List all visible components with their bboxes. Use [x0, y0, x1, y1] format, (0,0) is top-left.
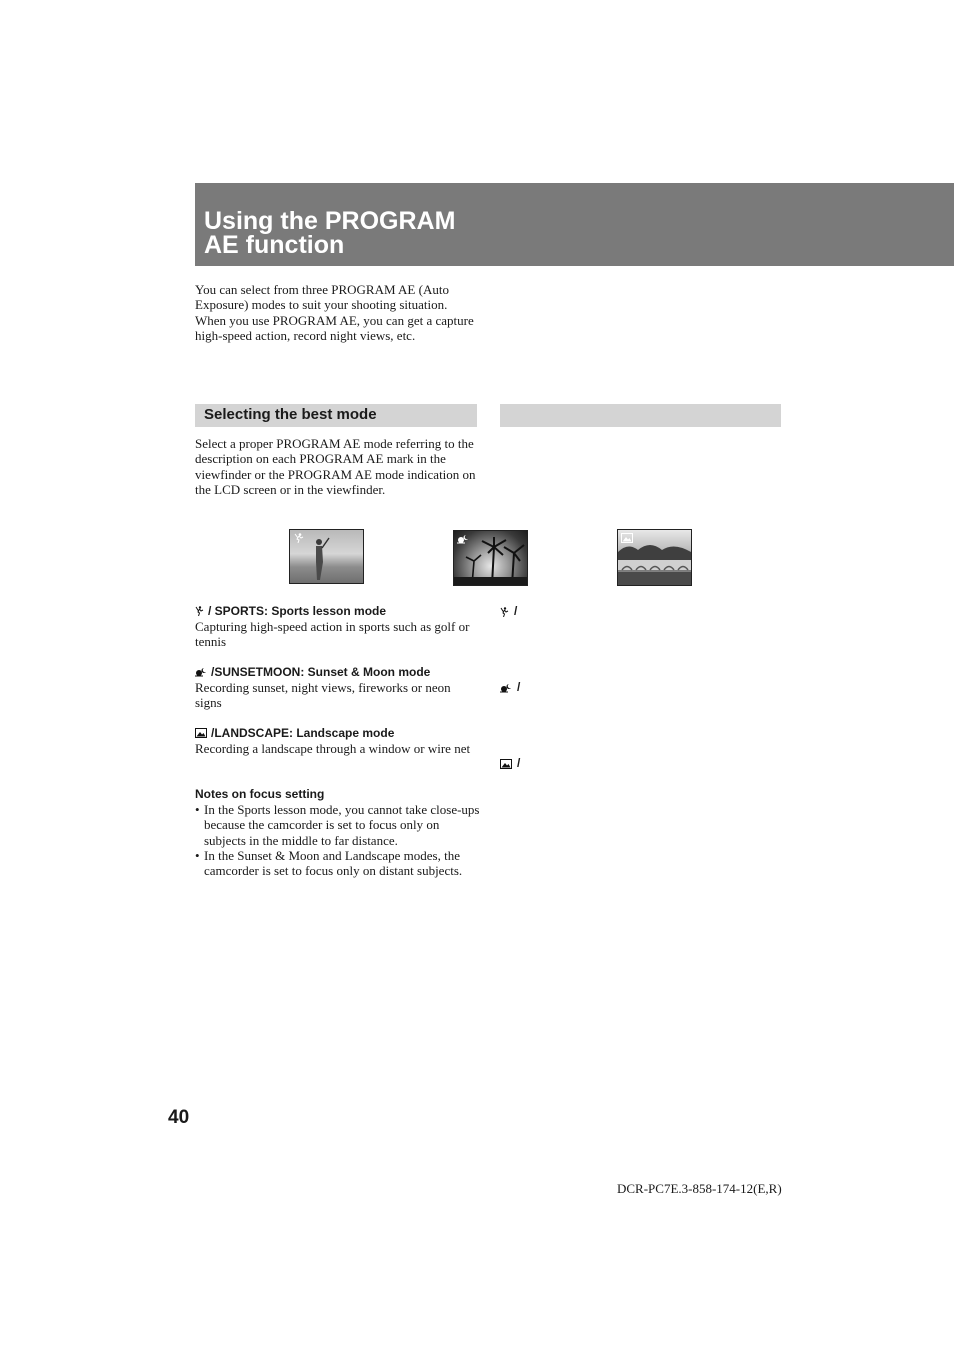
- mode-landscape-text: Recording a landscape through a window or wire net: [195, 741, 471, 756]
- mode-landscape-heading: /LANDSCAPE: Landscape mode: [195, 726, 480, 741]
- bullet: •: [195, 847, 200, 863]
- sports-icon: [293, 533, 305, 543]
- landscape-photo: [617, 529, 692, 586]
- mode-sunsetmoon-heading: /SUNSETMOON: Sunset & Moon mode: [195, 665, 480, 680]
- mode-sunsetmoon: [195, 665, 480, 711]
- landscape-icon: [195, 728, 207, 738]
- sports-icon: [500, 607, 509, 617]
- bridge-scene: [618, 530, 691, 585]
- section-paragraph: Select a proper PROGRAM AE mode referring to the description on each PROGRAM AE mark in the viewfinder or the PROGRAM AE mode indication on the LCD screen or in the viewfinder.: [195, 436, 476, 497]
- note-item: [195, 802, 480, 848]
- right-sports-mark: /: [500, 604, 517, 619]
- mode-sports: [195, 604, 480, 650]
- sunsetmoon-icon: [195, 667, 207, 677]
- sunset-photo: [453, 530, 528, 586]
- sports-photo: [289, 529, 364, 584]
- golfer-figure: [308, 536, 330, 582]
- palm-silhouettes: [454, 531, 527, 585]
- page-title-line2: AE function: [204, 231, 345, 259]
- bullet: •: [195, 802, 200, 817]
- sports-icon: [195, 606, 204, 616]
- note-item-text: In the Sunset & Moon and Landscape modes, the camcorder is set to focus only on distant subjects.: [204, 847, 463, 879]
- page-title-line1: Using the PROGRAM: [204, 207, 456, 235]
- section-title: Selecting the best mode: [204, 406, 377, 423]
- section-heading-band-right: [500, 404, 781, 427]
- sunsetmoon-icon: [500, 683, 512, 693]
- page-number: 40: [168, 1107, 190, 1128]
- mode-sports-text: Capturing high-speed action in sports such as golf or tennis: [195, 619, 470, 650]
- note-item: [195, 848, 480, 879]
- intro-paragraph: You can select from three PROGRAM AE (Auto Exposure) modes to suit your shooting situation. When you use PROGRAM AE, you can get a capture high-speed action, record night views, etc.: [195, 282, 474, 343]
- notes-heading: Notes on focus setting: [195, 787, 325, 801]
- note-item-text: In the Sports lesson mode, you cannot take close-ups because the camcorder is set to focus only on subjects in the middle to far distance.: [204, 802, 480, 848]
- right-sunsetmoon-mark: /: [500, 680, 520, 695]
- landscape-icon: [500, 759, 512, 769]
- right-landscape-mark: /: [500, 756, 520, 771]
- mode-sports-heading: / SPORTS: Sports lesson mode: [195, 604, 480, 619]
- mode-sunsetmoon-text: Recording sunset, night views, fireworks or neon signs: [195, 680, 451, 711]
- page-title: [204, 209, 534, 257]
- mode-landscape: [195, 726, 480, 756]
- notes-section: [195, 787, 480, 878]
- document-id: DCR-PC7E.3-858-174-12(E,R): [617, 1181, 782, 1196]
